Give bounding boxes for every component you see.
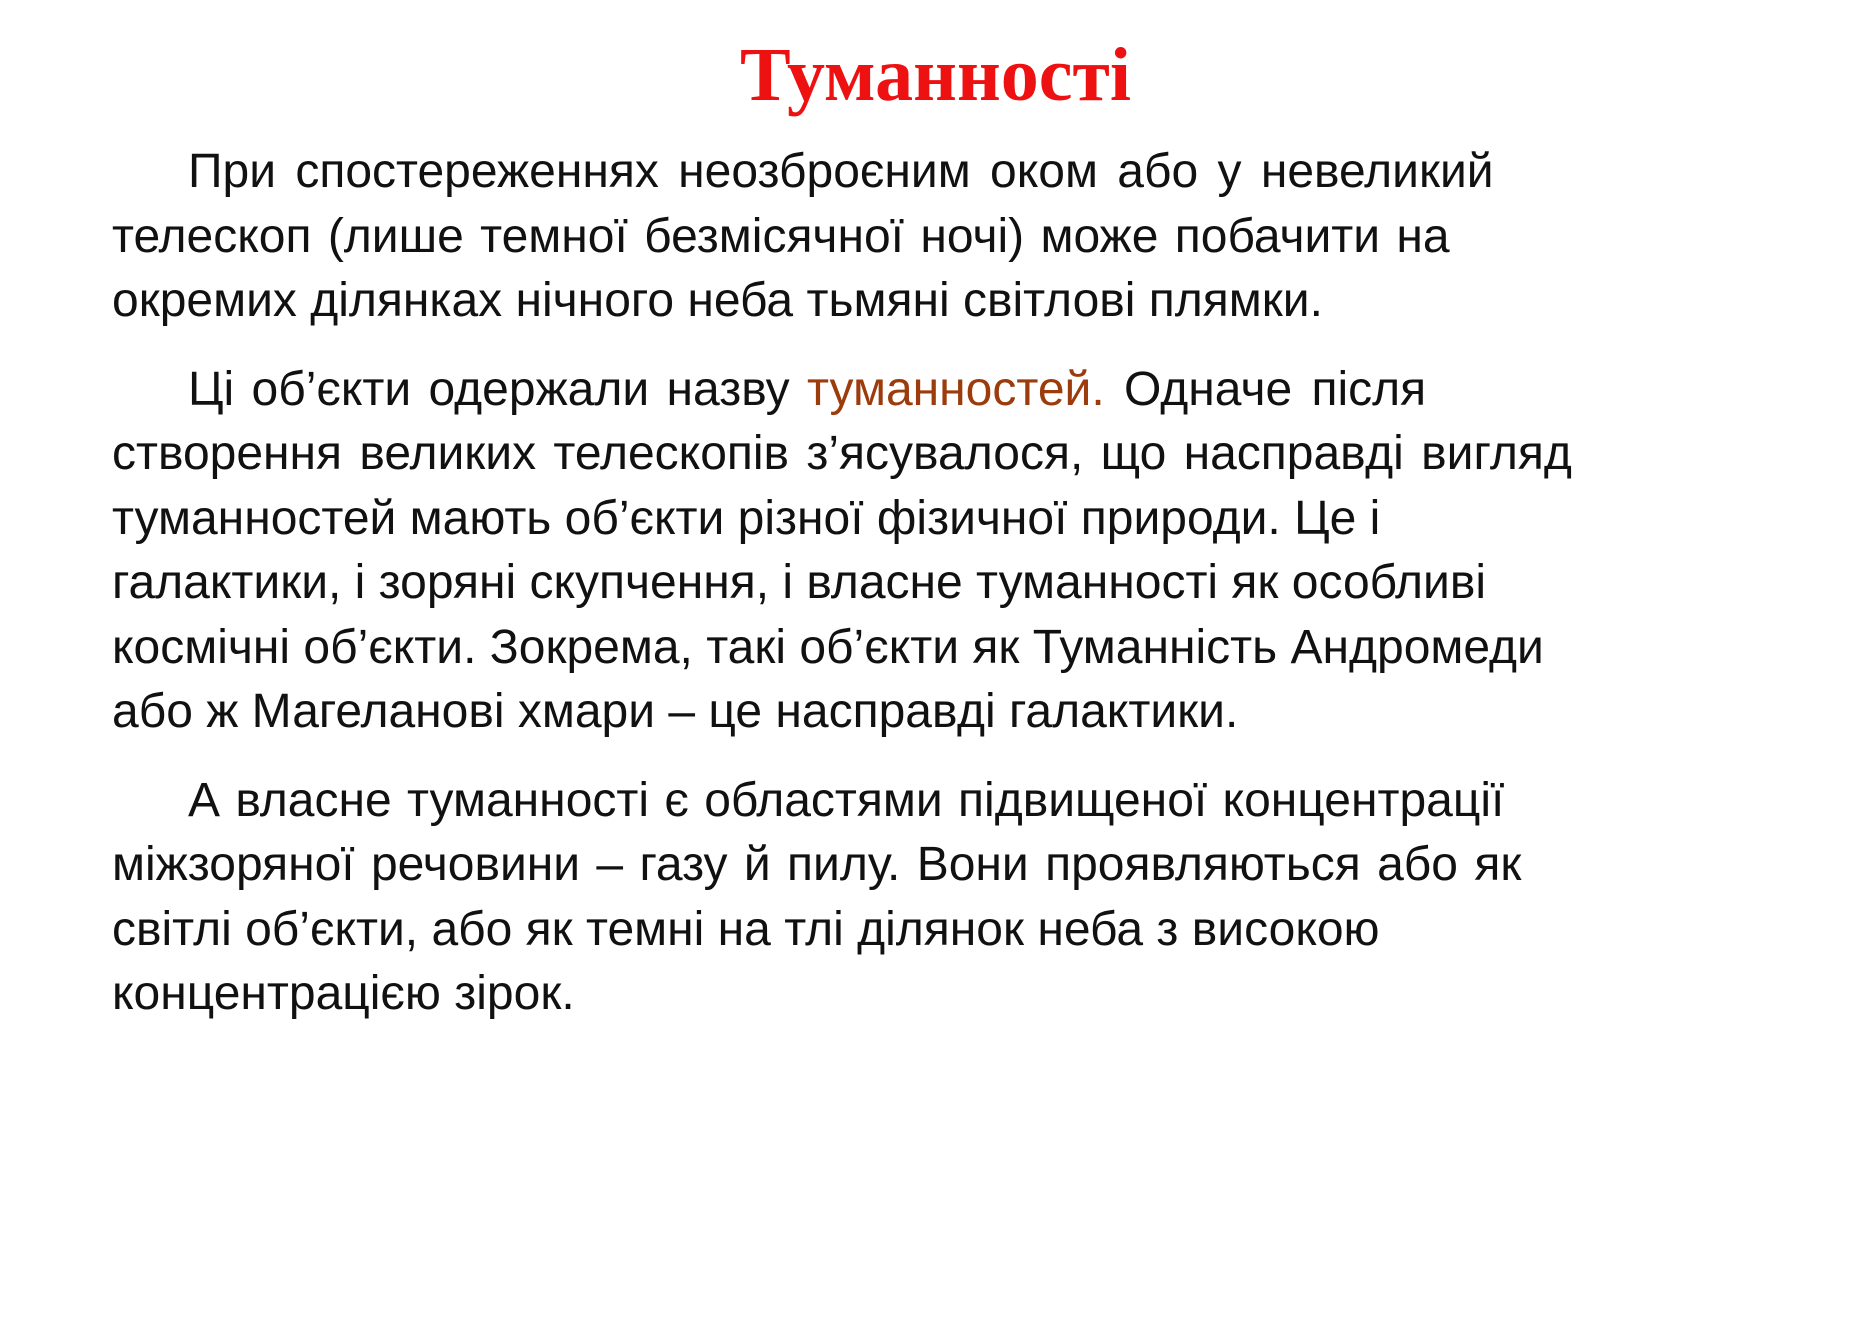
paragraph-2-text-after: Одначе після <box>1104 362 1427 416</box>
paragraph-2-text-before: Ці об’єкти одержали назву <box>188 362 807 416</box>
paragraph-2-line-3: туманностей мають об’єкти різної фізичної природи. Це і <box>112 491 1381 545</box>
paragraph-2-line-2: створення великих телескопів з’ясувалося, що насправді вигляд <box>112 427 1572 480</box>
slide-body <box>112 140 1767 1027</box>
paragraph-1-line-2: телескоп (лише темної безмісячної ночі) може побачити на <box>112 209 1450 263</box>
paragraph-1 <box>112 140 1767 334</box>
paragraph-3-line-2: міжзоряної речовини – газу й пилу. Вони проявляються або як <box>112 838 1522 891</box>
paragraph-1-line-1: При спостереженнях неозброєним оком або у невеликий <box>188 145 1494 198</box>
paragraph-2-line-1 <box>112 358 1767 423</box>
paragraph-2-line-5: космічні об’єкти. Зокрема, такі об’єкти як Туманність Андромеди <box>112 620 1544 674</box>
paragraph-1-line-3: окремих ділянках нічного неба тьмяні світлові плямки. <box>112 274 1323 327</box>
paragraph-3-line-1: А власне туманності є областями підвищеної концентрації <box>188 773 1505 827</box>
paragraph-2 <box>112 358 1767 745</box>
paragraph-3-line-3: світлі об’єкти, або як темні на тлі ділянок неба з високою <box>112 902 1380 956</box>
slide-title: Туманності <box>740 33 1131 117</box>
paragraph-2-line-6: або ж Магеланові хмари – це насправді галактики. <box>112 685 1239 738</box>
paragraph-3 <box>112 769 1767 1027</box>
paragraph-2-line-4: галактики, і зоряні скупчення, і власне туманності як особливі <box>112 556 1486 609</box>
highlighted-term: туманностей. <box>806 362 1105 416</box>
paragraph-3-line-4: концентрацією зірок. <box>112 967 575 1020</box>
